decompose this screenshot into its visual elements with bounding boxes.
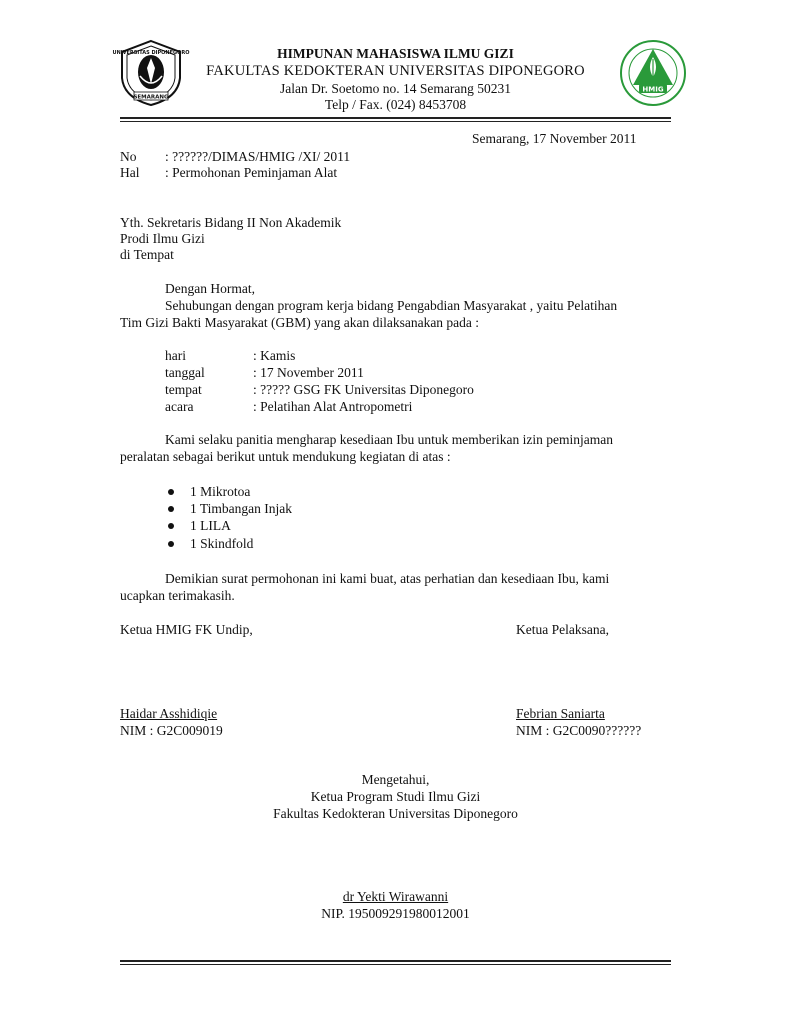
header-divider-thin (120, 121, 671, 122)
svg-text:SEMARANG: SEMARANG (133, 94, 169, 101)
phone: Telp / Fax. (024) 8453708 (324, 97, 467, 112)
faculty-name: FAKULTAS KEDOKTERAN UNIVERSITAS DIPONEGORO (206, 63, 585, 79)
date-line: Semarang, 17 November 2011 (472, 131, 637, 146)
bullet-icon (168, 541, 174, 547)
detail-value-tanggal: : 17 November 2011 (253, 365, 364, 380)
paragraph-1-line-1: Sehubungan dengan program kerja bidang Pengabdian Masyarakat , yaitu Pelatihan (165, 298, 618, 313)
org-name: HIMPUNAN MAHASISWA ILMU GIZI (277, 46, 514, 61)
acknowledger-name: dr Yekti Wirawanni (342, 889, 449, 904)
svg-text:UNIVERSITAS DIPONEGORO: UNIVERSITAS DIPONEGORO (112, 50, 190, 56)
paragraph-2-line-1: Kami selaku panitia mengharap kesediaan Ibu untuk memberikan izin peminjaman (165, 432, 613, 447)
bullet-icon (168, 489, 174, 495)
right-signatory-nim: NIM : G2C0090?????? (516, 723, 642, 738)
left-signatory-name: Haidar Asshidiqie (120, 706, 218, 721)
hal-label: Hal (120, 165, 140, 180)
header-divider-thick (120, 117, 671, 119)
list-item: 1 LILA (168, 517, 231, 534)
detail-label-tanggal: tanggal (165, 365, 205, 380)
acknowledger-nip: NIP. 195009291980012001 (321, 906, 470, 921)
left-signatory-title: Ketua HMIG FK Undip, (120, 622, 253, 637)
detail-value-tempat: : ????? GSG FK Universitas Diponegoro (253, 382, 474, 397)
acknowledger-title-2: Fakultas Kedokteran Universitas Diponegoro (273, 806, 518, 821)
no-value: : ??????/DIMAS/HMIG /XI/ 2011 (165, 149, 351, 164)
recipient-line-1: Yth. Sekretaris Bidang II Non Akademik (120, 215, 342, 230)
closing-line-1: Demikian surat permohonan ini kami buat, atas perhatian dan kesediaan Ibu, kami (165, 571, 610, 586)
bullet-icon (168, 523, 174, 529)
acknowledged-label: Mengetahui, (361, 772, 430, 787)
list-item: 1 Skindfold (168, 535, 253, 552)
recipient-line-2: Prodi Ilmu Gizi (120, 231, 205, 246)
list-item: 1 Timbangan Injak (168, 500, 292, 517)
list-item: 1 Mikrotoa (168, 483, 250, 500)
greeting: Dengan Hormat, (165, 281, 255, 296)
paragraph-1-line-2: Tim Gizi Bakti Masyarakat (GBM) yang akan dilaksanakan pada : (120, 315, 480, 330)
recipient-line-3: di Tempat (120, 247, 174, 262)
address: Jalan Dr. Soetomo no. 14 Semarang 50231 (280, 81, 511, 96)
bullet-icon (168, 506, 174, 512)
right-signatory-title: Ketua Pelaksana, (516, 622, 609, 637)
detail-value-acara: : Pelatihan Alat Antropometri (253, 399, 413, 414)
detail-label-tempat: tempat (165, 382, 202, 397)
hal-value: : Permohonan Peminjaman Alat (165, 165, 338, 180)
detail-label-acara: acara (165, 399, 194, 414)
no-label: No (120, 149, 137, 164)
footer-divider-thick (120, 960, 671, 962)
right-signatory-name: Febrian Saniarta (516, 706, 605, 721)
closing-line-2: ucapkan terimakasih. (120, 588, 235, 603)
detail-value-hari: : Kamis (253, 348, 296, 363)
left-signatory-nim: NIM : G2C009019 (120, 723, 223, 738)
detail-label-hari: hari (165, 348, 186, 363)
svg-text:HMIG: HMIG (642, 85, 664, 94)
footer-divider-thin (120, 964, 671, 965)
acknowledger-title-1: Ketua Program Studi Ilmu Gizi (310, 789, 481, 804)
paragraph-2-line-2: peralatan sebagai berikut untuk mendukung kegiatan di atas : (120, 449, 451, 464)
